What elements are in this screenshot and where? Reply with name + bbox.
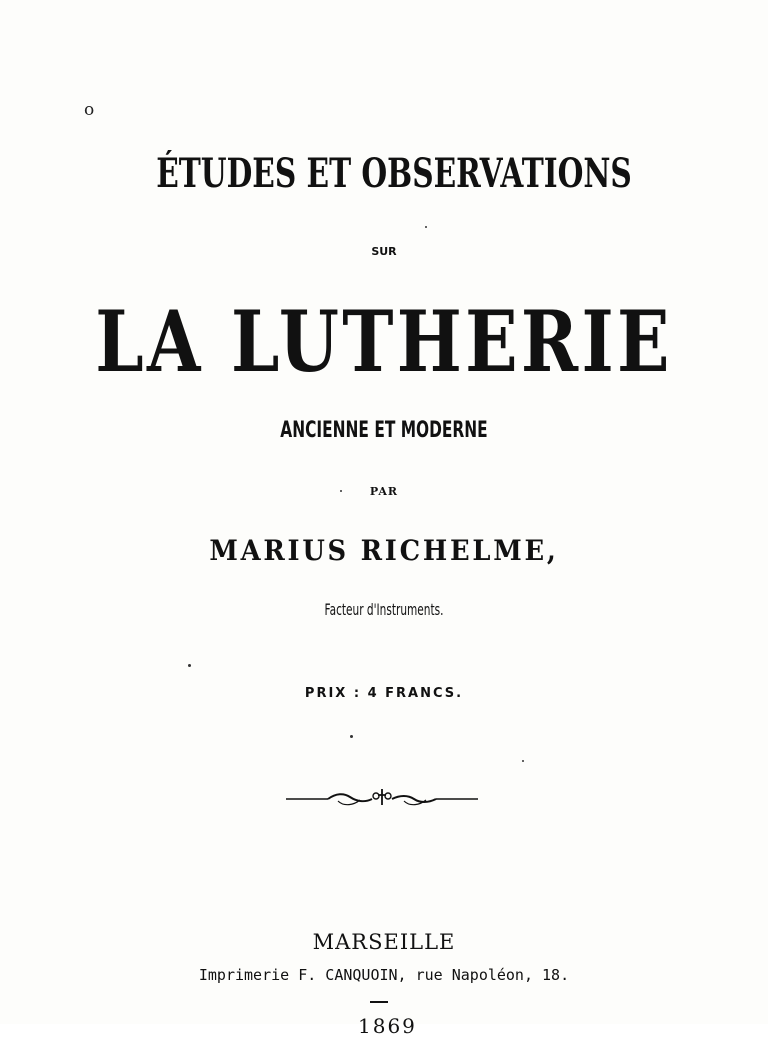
- subtitle: ANCIENNE ET MODERNE: [280, 418, 488, 443]
- speck: [425, 226, 427, 228]
- ornament-divider-icon: [284, 783, 480, 813]
- by-label: PAR: [369, 485, 399, 498]
- corner-mark: o: [84, 100, 95, 120]
- city: MARSEILLE: [312, 930, 456, 954]
- title-line-2: LA LUTHERIE: [95, 292, 673, 391]
- title-line-1: ÉTUDES ET OBSERVATIONS: [156, 150, 632, 197]
- price: PRIX : 4 FRANCS.: [304, 686, 464, 701]
- printer-imprint: Imprimerie F. CANQUOIN, rue Napoléon, 18.: [198, 966, 570, 984]
- year-text: 1869: [358, 1014, 417, 1038]
- author-role: Facteur d'Instruments.: [324, 600, 444, 619]
- preposition-sur: SUR: [371, 245, 397, 258]
- author-name: MARIUS RICHELME,: [209, 534, 559, 567]
- speck: [522, 760, 524, 762]
- short-rule: [370, 1001, 388, 1003]
- speck: [340, 490, 342, 492]
- speck: [350, 735, 353, 738]
- year-partial: [358, 1014, 418, 1038]
- speck: [188, 664, 191, 667]
